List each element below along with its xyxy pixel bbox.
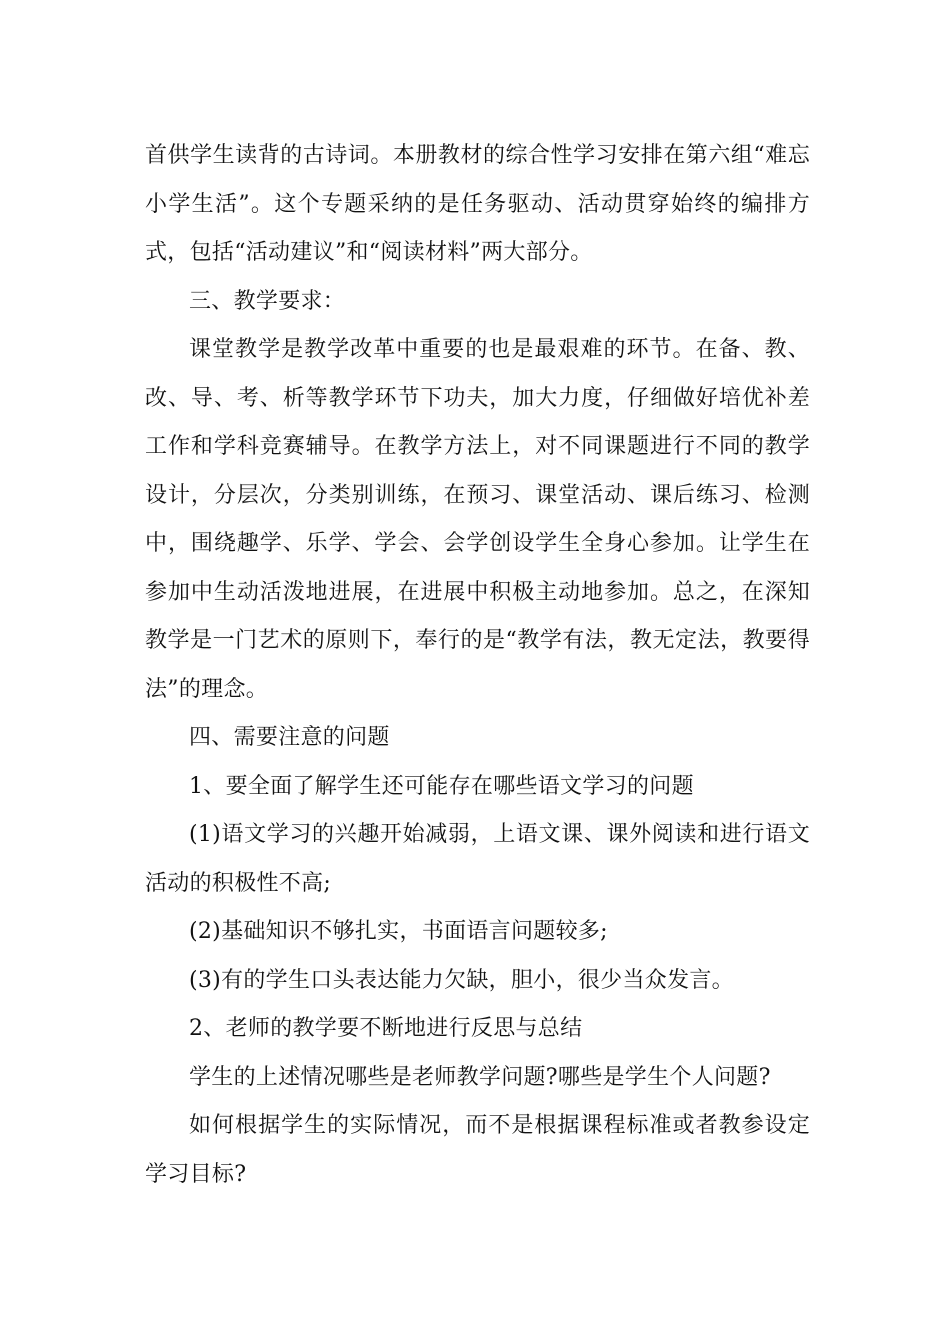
list-item-basics: (2)基础知识不够扎实，书面语言问题较多; <box>189 919 608 944</box>
list-item-interest: (1)语文学习的兴趣开始减弱，上语文课、课外阅读和进行语文活动的积极性不高; <box>145 822 810 896</box>
paragraph-intro-continued: 首供学生读背的古诗词。本册教材的综合性学习安排在第六组“难忘小学生活”。这个专题采纳的是任务驱动、活动贯穿始终的编排方式，包括“活动建议”和“阅读材料”两大部分。 <box>145 143 810 265</box>
paragraph-question-causes: 学生的上述情况哪些是老师教学问题?哪些是学生个人问题? <box>189 1064 771 1090</box>
paragraph-classroom-teaching: 课堂教学是教学改革中重要的也是最艰难的环节。在备、教、改、导、考、析等教学环节下功夫，加大力度，仔细做好培优补差工作和学科竞赛辅导。在教学方法上，对不同课题进行不同的教学设计，分层次，分类别训练，在预习、课堂活动、课后练习、检测中，围绕趣学、乐学、学会、会学创设学生全身心参加。让学生在参加中生动活泼地进展，在进展中积极主动地参加。总之，在深知教学是一门艺术的原则下，奉行的是“教学有法，教无定法，教要得法”的理念。 <box>145 337 810 702</box>
list-item-expression: (3)有的学生口头表达能力欠缺，胆小，很少当众发言。 <box>189 967 734 993</box>
list-heading-teacher-reflection: 2、老师的教学要不断地进行反思与总结 <box>189 1016 583 1041</box>
list-heading-student-problems: 1、要全面了解学生还可能存在哪些语文学习的问题 <box>189 773 694 799</box>
section-heading-issues: 四、需要注意的问题 <box>189 725 390 750</box>
section-heading-teaching-requirements: 三、教学要求： <box>189 288 346 314</box>
paragraph-question-goals: 如何根据学生的实际情况，而不是根据课程标准或者教参设定学习目标? <box>145 1113 810 1187</box>
document-page <box>145 132 810 1199</box>
